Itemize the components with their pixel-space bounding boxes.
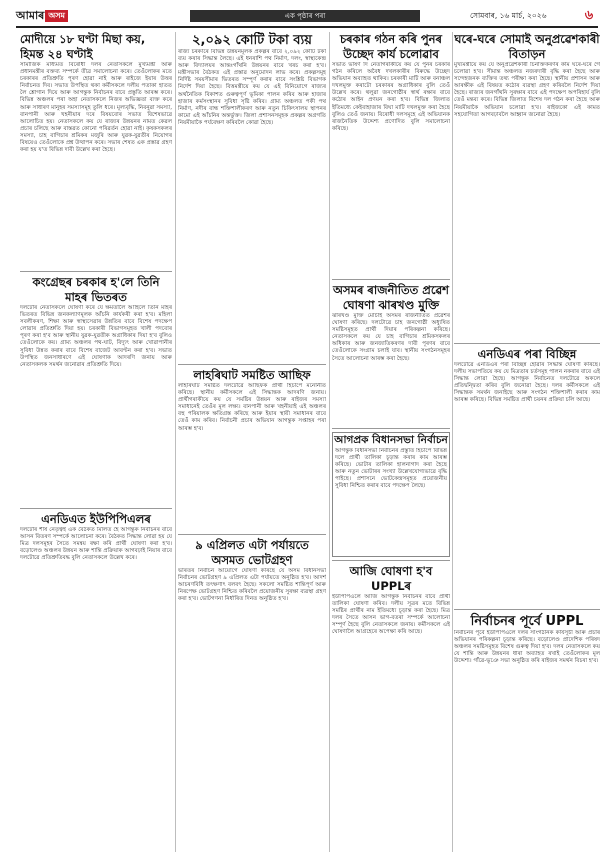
page-number: ৬ — [584, 8, 594, 23]
article-body: দলটোৰ নেতাসকলে ঘোষণা কৰে যে ক্ষমতালৈ আহিলে তিনি মাহৰ ভিতৰত বিভিন্ন জনকল্যাণমূলক আঁচনি কাৰ্যকৰী কৰা হ'ব। মহিলা সবলীকৰণ, শিক্ষা আৰু স্বাস্থ্যসেৱাৰ উন্নতিৰ বাবে বিশেষ পদক্ষেপ লোৱাৰ প্ৰতিশ্ৰুতি দিয়া হয়। চৰকাৰী বিভাগসমূহত খালী পদবোৰ পূৰণ কৰা হ'ব আৰু স্থানীয় যুৱক-যুৱতীক অগ্ৰাধিকাৰ দিয়া হ'ব বুলিও তেওঁলোকে কয়। গ্ৰাম্য অঞ্চলৰ পথ-ঘাট, বিদ্যুৎ আৰু খোৱাপানীৰ সুবিধা উন্নত কৰাৰ বাবে বিশেষ বাজেট আবণ্টন কৰা হ'ব। সভাত উপস্থিত জনসাধাৰণে এই ঘোষণাক আদৰণি জনায় আৰু নেতাসকলক সমৰ্থন জনোৱাৰ প্ৰতিশ্ৰুতি দিয়ে। — [20, 305, 172, 368]
masthead-logo — [16, 9, 68, 23]
page-header — [0, 0, 610, 26]
article-divider — [332, 279, 450, 280]
article-eviction-drive — [332, 32, 450, 276]
article-headline: কংগ্ৰেছৰ চৰকাৰ হ'লে তিনি মাহৰ ভিতৰত — [32, 275, 160, 304]
column-1 — [20, 32, 172, 852]
article-divider — [178, 534, 326, 535]
issue-date: সোমবাৰ, ১৬ মাৰ্চ, ২০২৬ — [470, 11, 547, 20]
article-jmm-entry — [332, 283, 450, 425]
article-body: লাহৰিঘাট সমষ্টিত দলটোৱে আছিফক প্ৰাৰ্থী হিচাপে মনোনীত কৰিছে। স্থানীয় কৰ্মীসকলে এই সিদ্ধান্তক আদৰণি জনায়। প্ৰাৰ্থীগৰাকীয়ে কয় যে সমষ্টিৰ উন্নয়ন আৰু ৰাইজৰ সমস্যা সমাধানেই তেওঁৰ মূল লক্ষ্য। বানপানী আৰু খহনীয়াই এই অঞ্চলৰ বহু পৰিয়ালক ক্ষতিগ্ৰস্ত কৰিছে আৰু ইয়াৰ স্থায়ী সমাধানৰ বাবে তেওঁ কাম কৰিব। নিৰ্বাচনী প্ৰচাৰ অভিযান আগন্তুক সপ্তাহৰ পৰা আৰম্ভ হ'ব। — [178, 383, 326, 432]
article-divider — [178, 364, 326, 365]
article-headline: আগপ্ৰক বিধানসভা নিৰ্বাচন — [334, 434, 448, 446]
column-divider — [329, 32, 330, 852]
article-nda-uppl — [20, 512, 172, 697]
column-4 — [454, 32, 600, 852]
brand-accent: অসম — [45, 10, 68, 22]
article-infiltrator-eviction — [454, 32, 600, 340]
article-headline: ৯ এপ্ৰিলত এটা পৰ্যায়তে অসমত ভোটগ্ৰহণ — [195, 538, 309, 567]
article-headline: এনডিএত ইউপিপিএলৰ — [41, 512, 151, 526]
column-3 — [332, 32, 450, 852]
article-body: আগন্তুক বিধানসভা নিৰ্বাচনৰ প্ৰস্তুতি হিচাপে বিভিন্ন দলে প্ৰাৰ্থী তালিকা চূড়ান্ত কৰাৰ কাম আৰম্ভ কৰিছে। ভোটাৰ তালিকা হালনাগাদ কৰা হৈছে আৰু নতুন ভোটাৰৰ সংখ্যা উল্লেখযোগ্যভাৱে বৃদ্ধি পাইছে। প্ৰশাসনে ভোটকেন্দ্ৰসমূহত প্ৰয়োজনীয় সুবিধা নিশ্চিত কৰাৰ বাবে পদক্ষেপ লৈছে। — [335, 448, 447, 490]
article-body: নিৰ্বাচনৰ পূৰ্বে ইউপিপিএলে দলৰ সাংগঠনিক কাৰ্যসূচী আৰু প্ৰচাৰ অভিযানৰ পৰিকল্পনা চূড়ান্ত কৰিছে। বড়োলেণ্ড প্ৰাদেশিক পৰিষদ অঞ্চলৰ সমষ্টিসমূহত বিশেষ গুৰুত্ব দিয়া হ'ব। দলৰ নেতাসকলে কয় যে শান্তি আৰু উন্নয়নৰ ধাৰা অব্যাহত ৰখাই তেওঁলোকৰ মূল উদ্দেশ্য। গাঁৱে-ভূঞে সভা অনুষ্ঠিত কৰি ৰাইজৰ সমৰ্থন বিচৰা হ'ব। — [454, 630, 600, 665]
article-body: সভাত ভাষণ দি নেতাগৰাকীয়ে কয় যে পুনৰ চৰকাৰ গঠন কৰিলে অবৈধ দখলকাৰীৰ বিৰুদ্ধে উচ্ছেদ অভিযান অব্যাহত থাকিব। চৰকাৰী মাটি আৰু বনাঞ্চল দখলমুক্ত কৰাটো চৰকাৰৰ অগ্ৰাধিকাৰ বুলি তেওঁ উল্লেখ কৰে। থলুৱা জনগোষ্ঠীৰ স্বাৰ্থ ৰক্ষাৰ বাবে কঠোৰ আইন প্ৰণয়ন কৰা হ'ব। বিভিন্ন জিলাত ইতিমধ্যে কেইবাহাজাৰ বিঘা মাটি দখলমুক্ত কৰা হৈছে বুলিও তেওঁ জনায়। বিৰোধী দলসমূহে এই অভিযানক ৰাজনৈতিক উদ্দেশ্য প্ৰণোদিত বুলি সমালোচনা কৰিছে। — [332, 62, 450, 132]
article-body: দলটোৰ শীৰ্ষ নেতৃত্বই এক বৈঠকত মিলিত হৈ আগন্তুক নিৰ্বাচনৰ বাবে আসন বিতৰণ সম্পৰ্কে আলোচনা কৰে। বৈঠকত সিদ্ধান্ত লোৱা হয় যে মিত্ৰ দলসমূহৰ সৈতে সমন্বয় ৰক্ষা কৰি প্ৰাৰ্থী ঘোষণা কৰা হ'ব। বড়োলেণ্ড অঞ্চলৰ উন্নয়ন আৰু শান্তি প্ৰক্ৰিয়াক আগবঢ়াই নিয়াৰ বাবে দলটোৱে প্ৰতিশ্ৰুতিবদ্ধ বুলি নেতাসকলে উল্লেখ কৰে। — [20, 527, 172, 562]
article-body: ৰাজ্য চৰকাৰে বিভিন্ন উন্নয়নমূলক প্ৰকল্পৰ বাবে ২,০৯২ কোটি টকা ব্যয় কৰাৰ সিদ্ধান্ত লৈছে। এই ধনৰাশি পথ নিৰ্মাণ, দলং, স্বাস্থ্যকেন্দ্ৰ আৰু বিদ্যালয়ৰ আন্তঃগাঁথনি উন্নয়নৰ বাবে খৰচ কৰা হ'ব। মন্ত্ৰীসভাৰ বৈঠকত এই প্ৰস্তাৱ অনুমোদন লাভ কৰে। প্ৰকল্পসমূহ নিৰ্দিষ্ট সময়সীমাৰ ভিতৰত সম্পূৰ্ণ কৰাৰ বাবে সংশ্লিষ্ট বিভাগক নিৰ্দেশ দিয়া হৈছে। বিত্তমন্ত্ৰীয়ে কয় যে এই বিনিয়োগে ৰাজ্যৰ অৰ্থনৈতিক বিকাশত গুৰুত্বপূৰ্ণ ভূমিকা পালন কৰিব আৰু হাজাৰ হাজাৰ কৰ্মসংস্থানৰ সুবিধা সৃষ্টি কৰিব। গ্ৰাম্য অঞ্চলত পকী পথ নিৰ্মাণ, নদীৰ বান্ধ শক্তিশালীকৰণ আৰু নতুন চিকিৎসালয় স্থাপনৰ কামো এই আঁচনিৰ অন্তৰ্ভুক্ত। জিলা প্ৰশাসনসমূহক প্ৰকল্পৰ অগ্ৰগতি নিয়মীয়াকৈ পৰ্যবেক্ষণ কৰিবলৈ কোৱা হৈছে। — [178, 49, 326, 126]
article-headline: নিৰ্বাচনৰ পূৰ্বে UPPL — [470, 614, 584, 629]
article-headline: আজি ঘোষণা হ'ব UPPLৰ — [349, 564, 433, 593]
article-2092-crore — [178, 32, 326, 361]
article-body: মুখ্যমন্ত্ৰীয়ে কয় যে অনুপ্ৰৱেশকাৰী চিনাক্তকৰণৰ কাম ঘৰে-ঘৰে গৈ চলোৱা হ'ব। সীমান্ত অঞ্চলত নজৰদাৰী বৃদ্ধি কৰা হৈছে আৰু সন্দেহজনক ব্যক্তিৰ তথ্য পৰীক্ষা কৰা হৈছে। স্থানীয় প্ৰশাসন আৰু আৰক্ষীক এই বিষয়ত কঠোৰ ব্যৱস্থা গ্ৰহণ কৰিবলৈ নিৰ্দেশ দিয়া হৈছে। ৰাজ্যৰ জনগাঁথনি সুৰক্ষাৰ বাবে এই পদক্ষেপ অপৰিহাৰ্য বুলি তেওঁ মন্তব্য কৰে। বিভিন্ন জিলাত বিশেষ দল গঠন কৰা হৈছে আৰু নিয়মীয়াকৈ অভিযান চলোৱা হ'ব। ৰাইজকো এই কামত সহযোগিতা আগবঢ়াবলৈ আহ্বান জনোৱা হৈছে। — [454, 62, 600, 118]
article-headline: ঘৰে-ঘৰে সোমাই অনুপ্ৰৱেশকাৰী বিতাড়ন — [454, 32, 600, 61]
article-headline: চৰকাৰ গঠন কৰি পুনৰ উচ্ছেদ কাৰ্য চলোৱাব — [339, 32, 443, 61]
article-divider — [332, 428, 450, 429]
article-body: দলটোৱে এনডিএৰ পৰা বিচ্ছিন্ন হোৱাৰ সিদ্ধান্ত ঘোষণা কৰিছে। দলীয় সভাপতিয়ে কয় যে মিত্ৰতাৰ চৰ্তসমূহ পালন নকৰাৰ বাবে এই সিদ্ধান্ত লোৱা হৈছে। আগন্তুক নিৰ্বাচনত দলটোৱে অকলে প্ৰতিদ্বন্দ্বিতা কৰিব বুলি জনোৱা হৈছে। দলৰ কৰ্মীসকলে এই সিদ্ধান্তক সমৰ্থন জনাইছে আৰু সংগঠন শক্তিশালী কৰাৰ কাম আৰম্ভ কৰিছে। বিভিন্ন সমষ্টিত প্ৰাৰ্থী চয়নৰ প্ৰক্ৰিয়া চলি আছে। — [454, 362, 600, 404]
continued-banner: এক পৃষ্ঠাৰ পৰা — [190, 10, 420, 22]
article-nda-split — [454, 347, 600, 606]
header-rule — [16, 26, 598, 28]
article-divider — [332, 560, 450, 561]
article-april-9-poll — [178, 538, 326, 688]
column-divider — [452, 32, 453, 852]
article-divider — [20, 508, 172, 509]
article-uppl-before-election — [454, 613, 600, 830]
article-lahorighat — [178, 368, 326, 531]
article-congress-govt — [20, 275, 172, 505]
article-divider — [454, 609, 600, 610]
column-2 — [178, 32, 326, 852]
article-headline: এনডিএৰ পৰা বিচ্ছিন্ন — [477, 347, 577, 361]
article-headline: লাহৰিঘাট সমষ্টিত আছিফ — [193, 368, 311, 382]
article-headline: ২,০৯২ কোটি টকা ব্যয় — [192, 33, 312, 48]
article-headline: মোদীয়ে ১৮ ঘণ্টা মিছা কয়, হিমন্ত ২৪ ঘণ্টাই — [20, 32, 146, 61]
article-body: সামাজিক মাধ্যমত বিৰোধী দলৰ নেতাসকলে মুখ্যমন্ত্ৰী আৰু প্ৰধানমন্ত্ৰীৰ বক্তব্য সম্পৰ্কে তীব্ৰ সমালোচনা কৰে। তেওঁলোকৰ মতে চৰকাৰৰ প্ৰতিশ্ৰুতি পূৰণ হোৱা নাই আৰু ৰাইজে ইয়াৰ উত্তৰ নিৰ্বাচনত দিব। সভাত উপস্থিত থকা কৰ্মীসকলে দলীয় পতাকা হাতত লৈ শ্লোগান দিয়ে আৰু আগন্তুক নিৰ্বাচনৰ বাবে প্ৰস্তুতি আৰম্ভ কৰে। বিভিন্ন অঞ্চলৰ পৰা অহা নেতাসকলে নিজৰ অভিজ্ঞতা ব্যক্ত কৰে আৰু সাধাৰণ মানুহৰ সমস্যাসমূহ তুলি ধৰে। মূল্যবৃদ্ধি, নিবনুৱা সমস্যা, বানপানী আৰু খহনীয়াৰ দৰে বিষয়বোৰ সভাত বিশেষভাৱে আলোচিত হয়। নেতাসকলে কয় যে ৰাজ্যৰ উন্নয়নৰ নামত কেৱল প্ৰচাৰ চলিছে আৰু বাস্তৱত কোনো পৰিৱৰ্তন হোৱা নাই। কৃষকসকলৰ সমস্যা, চাহ বাগিচাৰ শ্ৰমিকৰ মজুৰি আৰু যুৱক-যুৱতীৰ নিয়োগৰ বিষয়েও তেওঁলোকে প্ৰশ্ন উত্থাপন কৰে। সভাৰ শেষত এক প্ৰস্তাৱ গ্ৰহণ কৰা হয় য'ত বিভিন্ন দাবী উল্লেখ কৰা হৈছে। — [20, 62, 172, 154]
article-body: ঝাৰখণ্ড মুক্তি মোৰ্চাই অসমৰ ৰাজনীতিত প্ৰৱেশৰ ঘোষণা কৰিছে। দলটোৱে চাহ জনগোষ্ঠী অধ্যুষিত সমষ্টিসমূহত প্ৰাৰ্থী দিয়াৰ পৰিকল্পনা কৰিছে। নেতাসকলে কয় যে চাহ বাগিচাৰ শ্ৰমিকসকলৰ অধিকাৰ আৰু জনজাতিকৰণৰ দাবী পূৰণৰ বাবে তেওঁলোকে সংগ্ৰাম চলাই যাব। স্থানীয় সংগঠনসমূহৰ সৈতে আলোচনা আৰম্ভ কৰা হৈছে। — [332, 313, 450, 362]
article-divider — [20, 271, 172, 272]
brand-main: আমাৰ — [16, 8, 45, 22]
article-headline: অসমৰ ৰাজনীতিত প্ৰৱেশ ঘোষণা ঝাৰখণ্ড মুক্তি — [333, 283, 449, 312]
article-modi-himanta — [20, 32, 172, 268]
article-uppl-announce — [332, 564, 450, 734]
column-divider — [175, 32, 176, 852]
article-body: ভাৰতৰ নিৰ্বাচন আয়োগে ঘোষণা কৰিছে যে অসম বিধানসভা নিৰ্বাচনৰ ভোটগ্ৰহণ ৯ এপ্ৰিলত এটা পৰ্যায়তে অনুষ্ঠিত হ'ব। আদৰ্শ আচৰণবিধি তৎক্ষণাৎ বলবৎ হৈছে। সকলো সমষ্টিত শান্তিপূৰ্ণ আৰু নিৰপেক্ষ ভোটগ্ৰহণ নিশ্চিত কৰিবলৈ প্ৰয়োজনীয় সুৰক্ষা ব্যৱস্থা গ্ৰহণ কৰা হ'ব। ভোটগণনা নিৰ্ধাৰিত দিনত অনুষ্ঠিত হ'ব। — [178, 568, 326, 603]
article-divider — [454, 343, 600, 344]
article-assembly-election — [332, 432, 450, 557]
article-body: ইউপিপিএলে আজি আগন্তুক নিৰ্বাচনৰ বাবে প্ৰাৰ্থী তালিকা ঘোষণা কৰিব। দলীয় সূত্ৰৰ মতে বিভিন্ন সমষ্টিৰ প্ৰাৰ্থীৰ নাম ইতিমধ্যে চূড়ান্ত কৰা হৈছে। মিত্ৰ দলৰ সৈতে আসন ভাগ-বতৰা সম্পৰ্কে আলোচনা সম্পূৰ্ণ হৈছে বুলি নেতাসকলে জনায়। কৰ্মীসকলে এই ঘোষণালৈ আগ্ৰহেৰে অপেক্ষা কৰি আছে। — [332, 594, 450, 636]
